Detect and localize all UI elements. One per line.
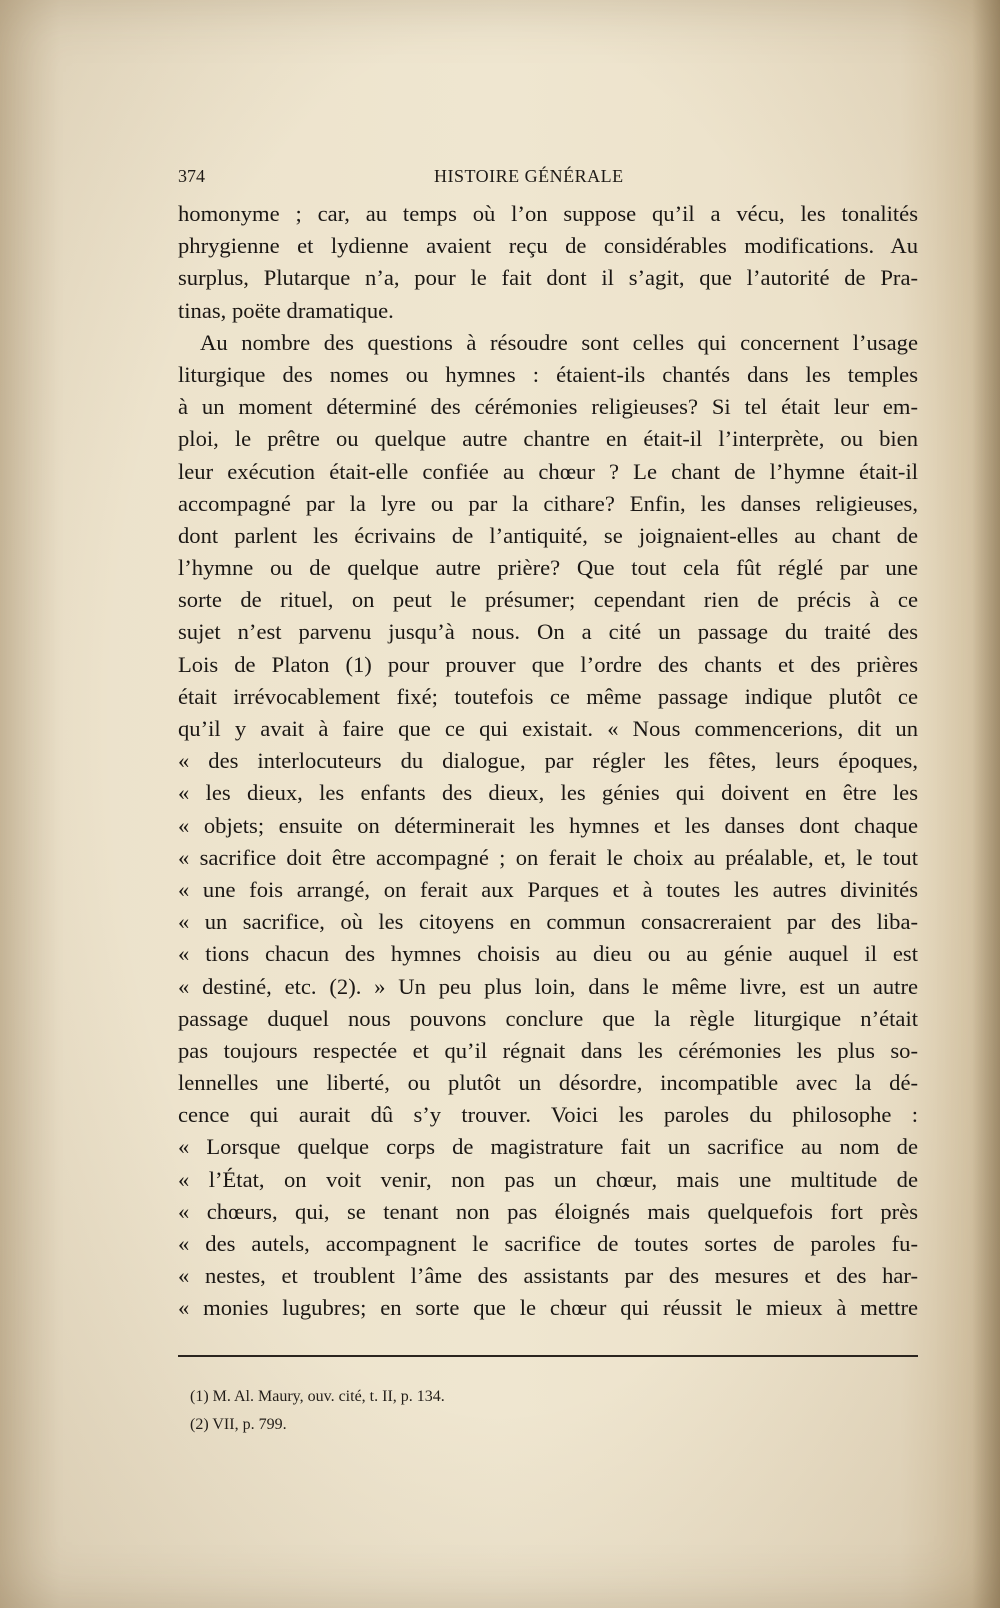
text-line: à un moment déterminé des cérémonies religieuses? Si tel était leur em- bbox=[178, 394, 918, 420]
footnotes bbox=[190, 1383, 890, 1439]
text-line: Au nombre des questions à résoudre sont celles qui concernent l’usage bbox=[200, 329, 918, 355]
text-line: leur exécution était-elle confiée au chœur ? Le chant de l’hymne était-il bbox=[178, 458, 918, 484]
quote-line: « des interlocuteurs du dialogue, par régler les fêtes, leurs époques, bbox=[178, 748, 918, 774]
text-line: liturgique des nomes ou hymnes : étaient-ils chantés dans les temples bbox=[178, 361, 918, 387]
footnote-2: (2) VII, p. 799. bbox=[190, 1416, 287, 1433]
text-line: phrygienne et lydienne avaient reçu de considérables modifications. Au bbox=[178, 233, 918, 259]
footnote-1: (1) M. Al. Maury, ouv. cité, t. II, p. 134. bbox=[190, 1388, 445, 1405]
quote-line: « sacrifice doit être accompagné ; on ferait le choix au préalable, et, le tout bbox=[178, 844, 918, 870]
footnote-divider bbox=[178, 1355, 918, 1357]
text-line: était irrévocablement fixé; toutefois ce même passage indique plutôt ce bbox=[178, 683, 918, 709]
quote-line: « Lorsque quelque corps de magistrature fait un sacrifice au nom de bbox=[178, 1134, 918, 1160]
quote-line: « un sacrifice, où les citoyens en commun consacreraient par des liba- bbox=[178, 909, 918, 935]
quote-line: « monies lugubres; en sorte que le chœur qui réussit le mieux à mettre bbox=[178, 1295, 918, 1321]
quote-line: « les dieux, les enfants des dieux, les génies qui doivent en être les bbox=[178, 780, 918, 806]
text-line: dont parlent les écrivains de l’antiquité, se joignaient-elles au chant de bbox=[178, 522, 918, 548]
text-line: homonyme ; car, au temps où l’on suppose qu’il a vécu, les tonalités bbox=[178, 201, 918, 226]
quote-line: « destiné, etc. (2). » Un peu plus loin, dans le même livre, est un autre bbox=[178, 973, 918, 999]
quote-line: « nestes, et troublent l’âme des assistants par des mesures et des har- bbox=[178, 1263, 918, 1289]
text-line: pas toujours respectée et qu’il régnait dans les cérémonies les plus so- bbox=[178, 1037, 918, 1063]
text-line: cence qui aurait dû s’y trouver. Voici les paroles du philosophe : bbox=[178, 1102, 918, 1128]
page-number: 374 bbox=[178, 166, 205, 186]
quote-line: « tions chacun des hymnes choisis au dieu ou au génie auquel il est bbox=[178, 941, 918, 967]
page-header bbox=[178, 160, 918, 190]
text-line: lennelles une liberté, ou plutôt un désordre, incompatible avec la dé- bbox=[178, 1070, 918, 1096]
text-line: passage duquel nous pouvons conclure que la règle liturgique n’était bbox=[178, 1005, 918, 1031]
quote-line: « chœurs, qui, se tenant non pas éloignés mais quelquefois fort près bbox=[178, 1198, 918, 1224]
text-line: sujet n’est parvenu jusqu’à nous. On a cité un passage du traité des bbox=[178, 619, 918, 645]
page-edge-shadow bbox=[972, 0, 1000, 1608]
text-line: ploi, le prêtre ou quelque autre chantre en était-il l’interprète, ou bien bbox=[178, 426, 918, 452]
text-line: accompagné par la lyre ou par la cithare? Enfin, les danses religieuses, bbox=[178, 490, 918, 516]
quote-line: « l’État, on voit venir, non pas un chœur, mais une multitude de bbox=[178, 1166, 918, 1192]
quote-line: « objets; ensuite on déterminerait les hymnes et les danses dont chaque bbox=[178, 812, 918, 838]
text-line: sorte de rituel, on peut le présumer; cependant rien de précis à ce bbox=[178, 587, 918, 613]
body-text bbox=[178, 198, 918, 1325]
text-line: Lois de Platon (1) pour prouver que l’ordre des chants et des prières bbox=[178, 651, 918, 677]
text-line: l’hymne ou de quelque autre prière? Que tout cela fût réglé par une bbox=[178, 555, 918, 581]
text-line: surplus, Plutarque n’a, pour le fait dont il s’agit, que l’autorité de Pra- bbox=[178, 265, 918, 291]
text-line: tinas, poëte dramatique. bbox=[178, 297, 394, 323]
quote-line: « des autels, accompagnent le sacrifice de toutes sortes de paroles fu- bbox=[178, 1231, 918, 1256]
quote-line: « une fois arrangé, on ferait aux Parques et à toutes les autres divinités bbox=[178, 876, 918, 902]
text-line: qu’il y avait à faire que ce qui existait. « Nous commencerions, dit un bbox=[178, 716, 918, 741]
running-title: HISTOIRE GÉNÉRALE bbox=[434, 166, 624, 186]
